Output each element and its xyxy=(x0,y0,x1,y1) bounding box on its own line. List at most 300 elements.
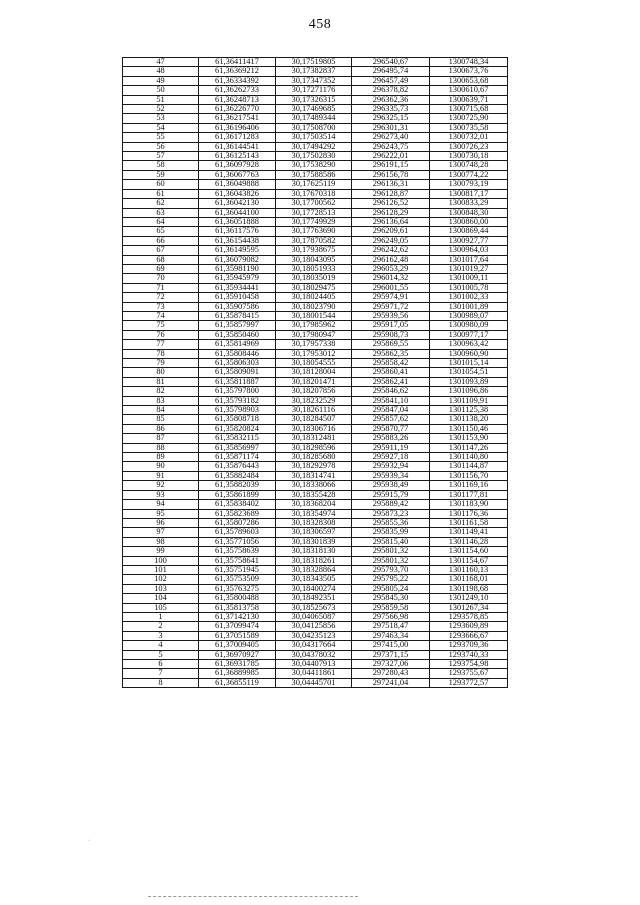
point-number-cell: 88 xyxy=(123,443,199,452)
table-row xyxy=(123,396,508,405)
point-number-cell: 62 xyxy=(123,199,199,208)
latitude-cell: 61,36154438 xyxy=(199,236,276,245)
latitude-cell: 61,36196406 xyxy=(199,123,276,132)
y-coordinate-cell: 1300610,67 xyxy=(430,86,508,95)
table-row xyxy=(123,199,508,208)
x-coordinate-cell: 297518,47 xyxy=(352,622,430,631)
table-row xyxy=(123,547,508,556)
x-coordinate-cell: 295857,62 xyxy=(352,415,430,424)
latitude-cell: 61,35811887 xyxy=(199,377,276,386)
table-row xyxy=(123,152,508,161)
point-number-cell: 58 xyxy=(123,161,199,170)
y-coordinate-cell: 1300735,58 xyxy=(430,123,508,132)
table-row xyxy=(123,133,508,142)
x-coordinate-cell: 295793,70 xyxy=(352,565,430,574)
point-number-cell: 52 xyxy=(123,105,199,114)
table-row xyxy=(123,584,508,593)
y-coordinate-cell: 1301125,38 xyxy=(430,406,508,415)
longitude-cell: 30,17763690 xyxy=(276,227,352,236)
table-row xyxy=(123,603,508,612)
y-coordinate-cell: 1300732,01 xyxy=(430,133,508,142)
latitude-cell: 61,36051888 xyxy=(199,217,276,226)
coordinates-table xyxy=(122,57,508,688)
latitude-cell: 61,36889985 xyxy=(199,669,276,678)
x-coordinate-cell: 295801,32 xyxy=(352,547,430,556)
x-coordinate-cell: 296156,78 xyxy=(352,170,430,179)
longitude-cell: 30,18207856 xyxy=(276,387,352,396)
table-row xyxy=(123,443,508,452)
longitude-cell: 30,18292978 xyxy=(276,462,352,471)
y-coordinate-cell: 1301096,86 xyxy=(430,387,508,396)
x-coordinate-cell: 295938,49 xyxy=(352,481,430,490)
y-coordinate-cell: 1301054,51 xyxy=(430,368,508,377)
latitude-cell: 61,35910458 xyxy=(199,293,276,302)
latitude-cell: 61,35882039 xyxy=(199,481,276,490)
y-coordinate-cell: 1300748,28 xyxy=(430,161,508,170)
latitude-cell: 61,35808446 xyxy=(199,349,276,358)
longitude-cell: 30,17700562 xyxy=(276,199,352,208)
x-coordinate-cell: 295917,05 xyxy=(352,321,430,330)
y-coordinate-cell: 1301149,41 xyxy=(430,528,508,537)
latitude-cell: 61,36931785 xyxy=(199,660,276,669)
point-number-cell: 73 xyxy=(123,302,199,311)
y-coordinate-cell: 1301198,68 xyxy=(430,584,508,593)
latitude-cell: 61,35798903 xyxy=(199,406,276,415)
longitude-cell: 30,18232529 xyxy=(276,396,352,405)
x-coordinate-cell: 296540,67 xyxy=(352,58,430,67)
y-coordinate-cell: 1293754,98 xyxy=(430,660,508,669)
longitude-cell: 30,18261116 xyxy=(276,406,352,415)
table-row xyxy=(123,453,508,462)
longitude-cell: 30,18001544 xyxy=(276,311,352,320)
table-row xyxy=(123,161,508,170)
footer-divider xyxy=(148,896,358,897)
x-coordinate-cell: 296273,40 xyxy=(352,133,430,142)
latitude-cell: 61,37051589 xyxy=(199,631,276,640)
latitude-cell: 61,36149595 xyxy=(199,246,276,255)
y-coordinate-cell: 1293578,85 xyxy=(430,612,508,621)
longitude-cell: 30,17502830 xyxy=(276,152,352,161)
point-number-cell: 104 xyxy=(123,594,199,603)
x-coordinate-cell: 296335,73 xyxy=(352,105,430,114)
x-coordinate-cell: 296128,29 xyxy=(352,208,430,217)
x-coordinate-cell: 295845,30 xyxy=(352,594,430,603)
point-number-cell: 105 xyxy=(123,603,199,612)
latitude-cell: 61,36079082 xyxy=(199,255,276,264)
table-row xyxy=(123,283,508,292)
latitude-cell: 61,37099474 xyxy=(199,622,276,631)
y-coordinate-cell: 1301168,01 xyxy=(430,575,508,584)
point-number-cell: 67 xyxy=(123,246,199,255)
longitude-cell: 30,18368204 xyxy=(276,500,352,509)
point-number-cell: 94 xyxy=(123,500,199,509)
table-row xyxy=(123,424,508,433)
point-number-cell: 4 xyxy=(123,641,199,650)
point-number-cell: 5 xyxy=(123,650,199,659)
point-number-cell: 99 xyxy=(123,547,199,556)
point-number-cell: 80 xyxy=(123,368,199,377)
y-coordinate-cell: 1301140,80 xyxy=(430,453,508,462)
x-coordinate-cell: 296001,55 xyxy=(352,283,430,292)
point-number-cell: 61 xyxy=(123,189,199,198)
point-number-cell: 68 xyxy=(123,255,199,264)
latitude-cell: 61,35809091 xyxy=(199,368,276,377)
x-coordinate-cell: 295858,42 xyxy=(352,359,430,368)
longitude-cell: 30,17494292 xyxy=(276,142,352,151)
y-coordinate-cell: 1301009,11 xyxy=(430,274,508,283)
latitude-cell: 61,35945979 xyxy=(199,274,276,283)
point-number-cell: 84 xyxy=(123,406,199,415)
y-coordinate-cell: 1301005,78 xyxy=(430,283,508,292)
x-coordinate-cell: 297415,00 xyxy=(352,641,430,650)
x-coordinate-cell: 295847,04 xyxy=(352,406,430,415)
table-row xyxy=(123,678,508,687)
longitude-cell: 30,04411861 xyxy=(276,669,352,678)
point-number-cell: 49 xyxy=(123,76,199,85)
y-coordinate-cell: 1300964,03 xyxy=(430,246,508,255)
x-coordinate-cell: 295870,77 xyxy=(352,424,430,433)
table-row xyxy=(123,340,508,349)
x-coordinate-cell: 295971,72 xyxy=(352,302,430,311)
y-coordinate-cell: 1301146,28 xyxy=(430,537,508,546)
x-coordinate-cell: 295815,40 xyxy=(352,537,430,546)
y-coordinate-cell: 1301019,27 xyxy=(430,264,508,273)
x-coordinate-cell: 297371,15 xyxy=(352,650,430,659)
table-row xyxy=(123,500,508,509)
table-row xyxy=(123,170,508,179)
table-row xyxy=(123,641,508,650)
x-coordinate-cell: 295859,58 xyxy=(352,603,430,612)
y-coordinate-cell: 1300793,19 xyxy=(430,180,508,189)
x-coordinate-cell: 296325,15 xyxy=(352,114,430,123)
latitude-cell: 61,35758639 xyxy=(199,547,276,556)
longitude-cell: 30,04235123 xyxy=(276,631,352,640)
x-coordinate-cell: 296222,01 xyxy=(352,152,430,161)
coordinates-table-body xyxy=(123,58,508,688)
x-coordinate-cell: 296457,49 xyxy=(352,76,430,85)
point-number-cell: 59 xyxy=(123,170,199,179)
longitude-cell: 30,18306716 xyxy=(276,424,352,433)
y-coordinate-cell: 1293755,67 xyxy=(430,669,508,678)
table-row xyxy=(123,274,508,283)
latitude-cell: 61,37142130 xyxy=(199,612,276,621)
latitude-cell: 61,35806303 xyxy=(199,359,276,368)
x-coordinate-cell: 296136,31 xyxy=(352,180,430,189)
table-row xyxy=(123,368,508,377)
x-coordinate-cell: 295932,94 xyxy=(352,462,430,471)
longitude-cell: 30,18298596 xyxy=(276,443,352,452)
point-number-cell: 65 xyxy=(123,227,199,236)
longitude-cell: 30,18318130 xyxy=(276,547,352,556)
y-coordinate-cell: 1301002,33 xyxy=(430,293,508,302)
y-coordinate-cell: 1301249,10 xyxy=(430,594,508,603)
table-row xyxy=(123,565,508,574)
y-coordinate-cell: 1300848,30 xyxy=(430,208,508,217)
latitude-cell: 61,35934441 xyxy=(199,283,276,292)
x-coordinate-cell: 295939,34 xyxy=(352,471,430,480)
table-row xyxy=(123,594,508,603)
longitude-cell: 30,17980947 xyxy=(276,330,352,339)
longitude-cell: 30,18054555 xyxy=(276,359,352,368)
x-coordinate-cell: 296191,15 xyxy=(352,161,430,170)
longitude-cell: 30,18128004 xyxy=(276,368,352,377)
x-coordinate-cell: 297463,34 xyxy=(352,631,430,640)
latitude-cell: 61,36226770 xyxy=(199,105,276,114)
point-number-cell: 50 xyxy=(123,86,199,95)
latitude-cell: 61,36049888 xyxy=(199,180,276,189)
latitude-cell: 61,35763275 xyxy=(199,584,276,593)
table-row xyxy=(123,481,508,490)
y-coordinate-cell: 1300726,23 xyxy=(430,142,508,151)
x-coordinate-cell: 295862,35 xyxy=(352,349,430,358)
latitude-cell: 61,35871174 xyxy=(199,453,276,462)
table-row xyxy=(123,650,508,659)
y-coordinate-cell: 1300960,90 xyxy=(430,349,508,358)
table-row xyxy=(123,123,508,132)
y-coordinate-cell: 1300833,29 xyxy=(430,199,508,208)
longitude-cell: 30,18301839 xyxy=(276,537,352,546)
latitude-cell: 61,35771056 xyxy=(199,537,276,546)
latitude-cell: 61,35793182 xyxy=(199,396,276,405)
longitude-cell: 30,17953012 xyxy=(276,349,352,358)
table-row xyxy=(123,114,508,123)
table-row xyxy=(123,434,508,443)
x-coordinate-cell: 296053,29 xyxy=(352,264,430,273)
table-row xyxy=(123,217,508,226)
point-number-cell: 95 xyxy=(123,509,199,518)
point-number-cell: 66 xyxy=(123,236,199,245)
point-number-cell: 98 xyxy=(123,537,199,546)
longitude-cell: 30,18318261 xyxy=(276,556,352,565)
y-coordinate-cell: 1301177,81 xyxy=(430,490,508,499)
page-number: 458 xyxy=(308,17,332,32)
longitude-cell: 30,17870582 xyxy=(276,236,352,245)
longitude-cell: 30,04445701 xyxy=(276,678,352,687)
y-coordinate-cell: 1300748,34 xyxy=(430,58,508,67)
latitude-cell: 61,36067763 xyxy=(199,170,276,179)
point-number-cell: 87 xyxy=(123,434,199,443)
point-number-cell: 83 xyxy=(123,396,199,405)
longitude-cell: 30,04407913 xyxy=(276,660,352,669)
y-coordinate-cell: 1300963,42 xyxy=(430,340,508,349)
latitude-cell: 61,36044100 xyxy=(199,208,276,217)
table-row xyxy=(123,67,508,76)
y-coordinate-cell: 1293740,33 xyxy=(430,650,508,659)
y-coordinate-cell: 1300730,18 xyxy=(430,152,508,161)
table-row xyxy=(123,359,508,368)
latitude-cell: 61,36097928 xyxy=(199,161,276,170)
table-row xyxy=(123,349,508,358)
x-coordinate-cell: 295801,32 xyxy=(352,556,430,565)
x-coordinate-cell: 295939,56 xyxy=(352,311,430,320)
point-number-cell: 103 xyxy=(123,584,199,593)
table-row xyxy=(123,669,508,678)
latitude-cell: 61,36334392 xyxy=(199,76,276,85)
point-number-cell: 53 xyxy=(123,114,199,123)
y-coordinate-cell: 1293666,67 xyxy=(430,631,508,640)
table-row xyxy=(123,622,508,631)
longitude-cell: 30,18035019 xyxy=(276,274,352,283)
latitude-cell: 61,35789603 xyxy=(199,528,276,537)
table-row xyxy=(123,189,508,198)
latitude-cell: 61,36248713 xyxy=(199,95,276,104)
table-row xyxy=(123,462,508,471)
point-number-cell: 54 xyxy=(123,123,199,132)
y-coordinate-cell: 1301144,87 xyxy=(430,462,508,471)
point-number-cell: 57 xyxy=(123,152,199,161)
latitude-cell: 61,35850460 xyxy=(199,330,276,339)
latitude-cell: 61,35751945 xyxy=(199,565,276,574)
x-coordinate-cell: 295883,26 xyxy=(352,434,430,443)
longitude-cell: 30,17538290 xyxy=(276,161,352,170)
table-row xyxy=(123,377,508,386)
table-row xyxy=(123,311,508,320)
latitude-cell: 61,36855119 xyxy=(199,678,276,687)
longitude-cell: 30,18306597 xyxy=(276,528,352,537)
y-coordinate-cell: 1301154,60 xyxy=(430,547,508,556)
y-coordinate-cell: 1301001,89 xyxy=(430,302,508,311)
latitude-cell: 61,35907586 xyxy=(199,302,276,311)
table-row xyxy=(123,58,508,67)
longitude-cell: 30,18328864 xyxy=(276,565,352,574)
longitude-cell: 30,18285680 xyxy=(276,453,352,462)
y-coordinate-cell: 1300980,09 xyxy=(430,321,508,330)
latitude-cell: 61,36411417 xyxy=(199,58,276,67)
latitude-cell: 61,35876443 xyxy=(199,462,276,471)
table-row xyxy=(123,415,508,424)
longitude-cell: 30,17728513 xyxy=(276,208,352,217)
latitude-cell: 61,35814969 xyxy=(199,340,276,349)
point-number-cell: 92 xyxy=(123,481,199,490)
point-number-cell: 91 xyxy=(123,471,199,480)
point-number-cell: 1 xyxy=(123,612,199,621)
latitude-cell: 61,37009405 xyxy=(199,641,276,650)
y-coordinate-cell: 1293609,89 xyxy=(430,622,508,631)
x-coordinate-cell: 297566,98 xyxy=(352,612,430,621)
point-number-cell: 78 xyxy=(123,349,199,358)
longitude-cell: 30,18201471 xyxy=(276,377,352,386)
point-number-cell: 79 xyxy=(123,359,199,368)
y-coordinate-cell: 1301150,46 xyxy=(430,424,508,433)
latitude-cell: 61,35807286 xyxy=(199,518,276,527)
latitude-cell: 61,35758641 xyxy=(199,556,276,565)
latitude-cell: 61,36144541 xyxy=(199,142,276,151)
latitude-cell: 61,35820824 xyxy=(199,424,276,433)
y-coordinate-cell: 1301147,26 xyxy=(430,443,508,452)
latitude-cell: 61,36262733 xyxy=(199,86,276,95)
latitude-cell: 61,36171283 xyxy=(199,133,276,142)
point-number-cell: 90 xyxy=(123,462,199,471)
longitude-cell: 30,17588586 xyxy=(276,170,352,179)
y-coordinate-cell: 1301169,16 xyxy=(430,481,508,490)
point-number-cell: 97 xyxy=(123,528,199,537)
table-row xyxy=(123,321,508,330)
x-coordinate-cell: 297280,43 xyxy=(352,669,430,678)
longitude-cell: 30,18043095 xyxy=(276,255,352,264)
longitude-cell: 30,18525673 xyxy=(276,603,352,612)
table-row xyxy=(123,387,508,396)
longitude-cell: 30,18400274 xyxy=(276,584,352,593)
longitude-cell: 30,17347352 xyxy=(276,76,352,85)
point-number-cell: 55 xyxy=(123,133,199,142)
x-coordinate-cell: 297241,04 xyxy=(352,678,430,687)
point-number-cell: 75 xyxy=(123,321,199,330)
longitude-cell: 30,17749929 xyxy=(276,217,352,226)
x-coordinate-cell: 296136,64 xyxy=(352,217,430,226)
point-number-cell: 74 xyxy=(123,311,199,320)
x-coordinate-cell: 295873,23 xyxy=(352,509,430,518)
x-coordinate-cell: 295869,55 xyxy=(352,340,430,349)
table-row xyxy=(123,509,508,518)
point-number-cell: 8 xyxy=(123,678,199,687)
longitude-cell: 30,18312481 xyxy=(276,434,352,443)
x-coordinate-cell: 296162,48 xyxy=(352,255,430,264)
y-coordinate-cell: 1301093,89 xyxy=(430,377,508,386)
y-coordinate-cell: 1301176,36 xyxy=(430,509,508,518)
table-row xyxy=(123,208,508,217)
longitude-cell: 30,17670318 xyxy=(276,189,352,198)
table-row xyxy=(123,406,508,415)
y-coordinate-cell: 1300927,77 xyxy=(430,236,508,245)
point-number-cell: 77 xyxy=(123,340,199,349)
point-number-cell: 2 xyxy=(123,622,199,631)
table-row xyxy=(123,227,508,236)
longitude-cell: 30,18284507 xyxy=(276,415,352,424)
longitude-cell: 30,17271176 xyxy=(276,86,352,95)
longitude-cell: 30,17508700 xyxy=(276,123,352,132)
point-number-cell: 60 xyxy=(123,180,199,189)
latitude-cell: 61,35856997 xyxy=(199,443,276,452)
table-row xyxy=(123,471,508,480)
longitude-cell: 30,18355428 xyxy=(276,490,352,499)
table-row xyxy=(123,556,508,565)
longitude-cell: 30,18354974 xyxy=(276,509,352,518)
table-row xyxy=(123,537,508,546)
point-number-cell: 100 xyxy=(123,556,199,565)
table-row xyxy=(123,76,508,85)
point-number-cell: 85 xyxy=(123,415,199,424)
y-coordinate-cell: 1301153,90 xyxy=(430,434,508,443)
x-coordinate-cell: 296301,31 xyxy=(352,123,430,132)
table-row xyxy=(123,86,508,95)
longitude-cell: 30,17489344 xyxy=(276,114,352,123)
table-row xyxy=(123,660,508,669)
longitude-cell: 30,04125856 xyxy=(276,622,352,631)
longitude-cell: 30,17957338 xyxy=(276,340,352,349)
point-number-cell: 64 xyxy=(123,217,199,226)
longitude-cell: 30,17382837 xyxy=(276,67,352,76)
latitude-cell: 61,36217541 xyxy=(199,114,276,123)
latitude-cell: 61,35981190 xyxy=(199,264,276,273)
latitude-cell: 61,36042130 xyxy=(199,199,276,208)
point-number-cell: 3 xyxy=(123,631,199,640)
longitude-cell: 30,17326315 xyxy=(276,95,352,104)
longitude-cell: 30,17519805 xyxy=(276,58,352,67)
y-coordinate-cell: 1300639,71 xyxy=(430,95,508,104)
x-coordinate-cell: 296128,87 xyxy=(352,189,430,198)
point-number-cell: 102 xyxy=(123,575,199,584)
x-coordinate-cell: 295974,91 xyxy=(352,293,430,302)
latitude-cell: 61,35832115 xyxy=(199,434,276,443)
latitude-cell: 61,35808718 xyxy=(199,415,276,424)
margin-mark: · xyxy=(88,838,90,844)
latitude-cell: 61,35861899 xyxy=(199,490,276,499)
x-coordinate-cell: 295927,18 xyxy=(352,453,430,462)
x-coordinate-cell: 295889,42 xyxy=(352,500,430,509)
latitude-cell: 61,35813758 xyxy=(199,603,276,612)
longitude-cell: 30,17469685 xyxy=(276,105,352,114)
x-coordinate-cell: 295915,79 xyxy=(352,490,430,499)
